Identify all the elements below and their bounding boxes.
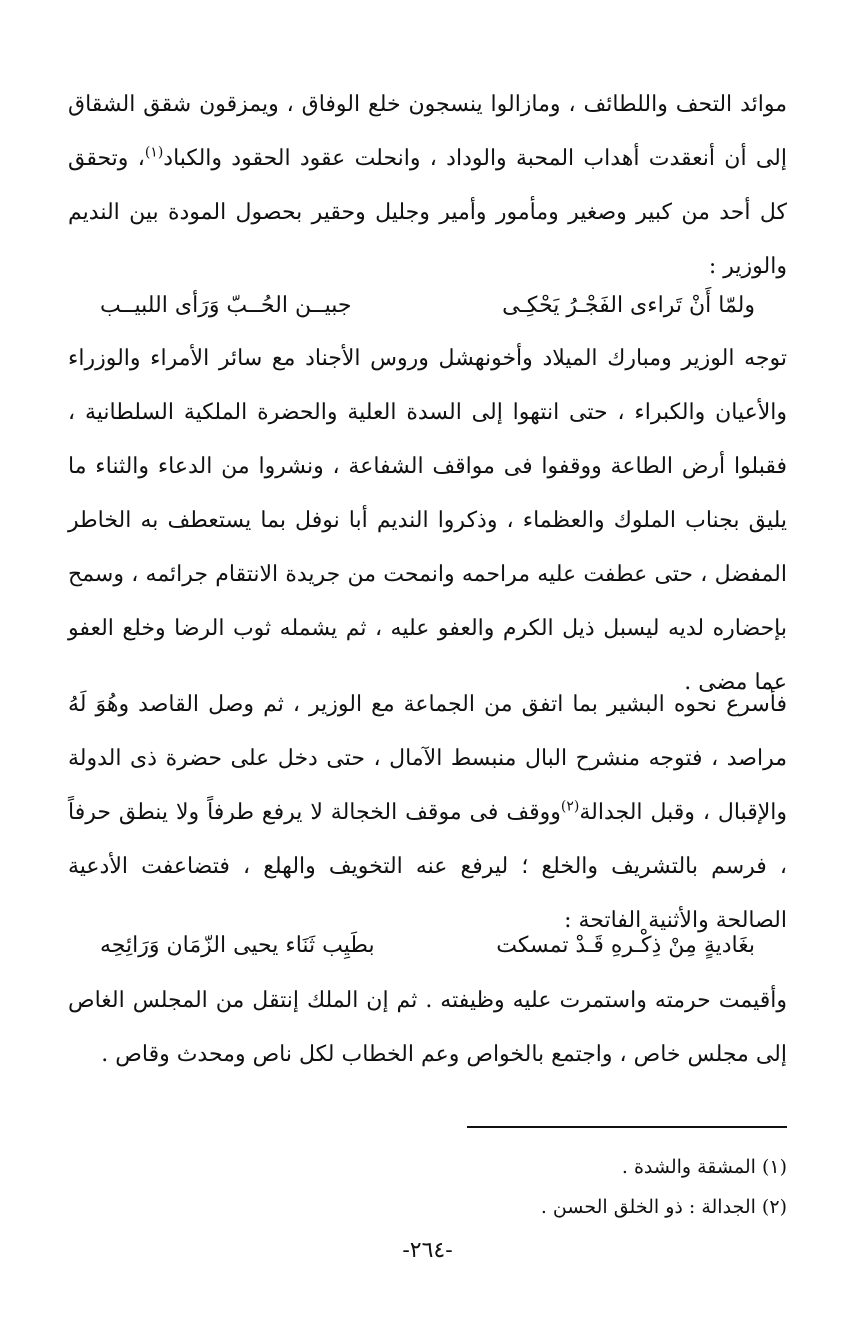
paragraph-3 [68,678,787,948]
page-number: -٢٦٤- [402,1238,453,1263]
footnote-1: (١) المشقة والشدة . [621,1156,787,1178]
verse-2 [100,918,755,972]
paragraph-2: توجه الوزير ومبارك الميلاد وأخونهشل وروس الأجناد مع سائر الأمراء والوزراء والأعيان والكبراء ، حتى انتهوا إلى السدة العلية والحضرة الملكية السلطانية ، فقبلوا أرض الطاعة ووقفوا فى مواقف الشفاعة ، ونشروا من الدعاء والثناء ما يليق بجناب الملوك والعظماء ، وذكروا النديم أبا نوفل بما يستعطف به الخاطر المفضل ، حتى عطفت عليه مراحمه وانمحت من جريدة الانتقام جرائمه ، وسمح بإحضاره لديه ليسبل ذيل الكرم والعفو عليه ، ثم يشمله ثوب الرضا وخلع العفو عما مضى . [68,346,787,695]
footnote-divider [467,1126,787,1128]
paragraph-1-tail: ، وتحقق كل أحد من كبير وصغير ومأمور وأمير وجليل وحقير بحصول المودة بين النديم والوزير : [68,146,787,279]
verse-2-left-hemistich: بطَيِب ثَنَاء يحيى الزّمَان وَرَائِحِه [100,932,375,958]
verse-2-right-hemistich: بغَاديةٍ مِنْ ذِكْـرهِ قَـدْ تمسكت [496,932,755,958]
footnote-ref-1: (١) [144,144,164,161]
verse-1-left-hemistich: جبيــن الحُــبّ وَرَأى اللبيــب [100,292,352,318]
paragraph-1 [68,78,787,294]
paragraph-3-text: فأسرع نحوه البشير بما اتفق من الجماعة مع الوزير ، ثم وصل القاصد وهُوَ لَهُ مراصد ، فتوجه منشرح البال منبسط الآمال ، حتى دخل على حضرة ذى الدولة والإقبال ، وقبل الجدالة [68,692,787,825]
paragraph-4: وأقيمت حرمته واستمرت عليه وظيفته . ثم إن الملك إنتقل من المجلس الغاص إلى مجلس خاص ، واجتمع بالخواص وعم الخطاب لكل ناص ومحدث وقاص . [68,988,787,1067]
footnote-2: (٢) الجدالة : ذو الخلق الحسن . [540,1196,787,1218]
footnote-ref-2: (٢) [560,798,580,815]
verse-1-right-hemistich: ولمّا أَنْ تَراءى الفَجْـرُ يَحْكِـى [502,292,755,318]
paragraph-1-text: موائد التحف واللطائف ، ومازالوا ينسجون خلع الوفاق ، ويمزقون شقق الشقاق إلى أن أنعقدت أهداب المحبة والوداد ، وانحلت عقود الحقود والكباد [68,92,787,171]
verse-1 [100,278,755,332]
paragraph-3-tail: ووقف فى موقف الخجالة لا يرفع طرفاً ولا ينطق حرفاً ، فرسم بالتشريف والخلع ؛ ليرفع عنه التخويف والهلع ، فتضاعفت الأدعية الصالحة والأثنية الفاتحة : [68,800,787,933]
